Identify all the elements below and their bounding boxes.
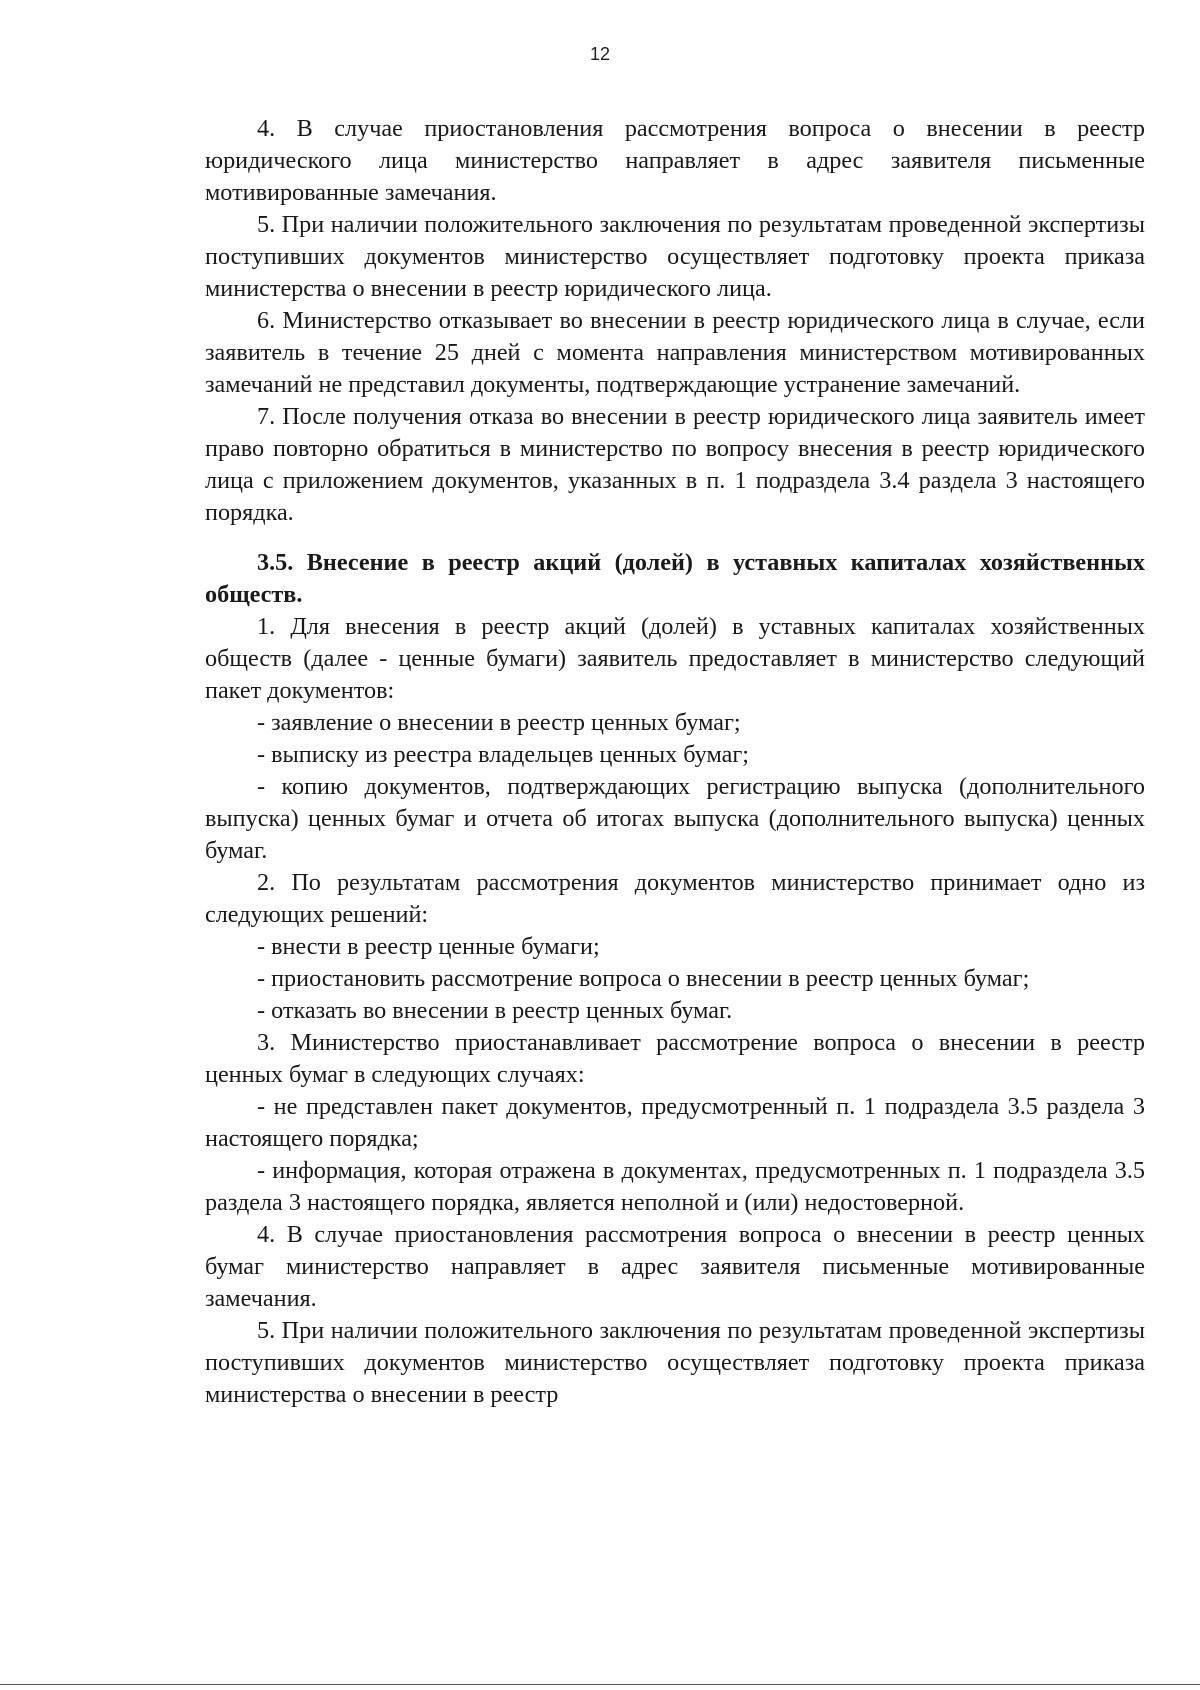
section-item-5: 5. При наличии положительного заключения по результатам проведенной экспертизы поступивших документов министерство осуществляет подготовку проекта приказа министерства о внесении в реестр [205, 1317, 1145, 1408]
paragraph-item-7: 7. После получения отказа во внесении в реестр юридического лица заявитель имеет право повторно обратиться в министерство по вопросу внесения в реестр юридического лица с приложением документов, указанных в п. 1 подраздела 3.4 раздела 3 настоящего порядка. [205, 403, 1145, 526]
list-item-missing-docs: - не представлен пакет документов, предусмотренный п. 1 подраздела 3.5 раздела 3 настоящего порядка; [205, 1093, 1145, 1152]
section-heading: 3.5. Внесение в реестр акций (долей) в уставных капиталах хозяйственных обществ. [205, 549, 1145, 608]
paragraph-item-5: 5. При наличии положительного заключения по результатам проведенной экспертизы поступивших документов министерство осуществляет подготовку проекта приказа министерства о внесении в реестр юридического лица. [205, 211, 1145, 302]
section-item-2: 2. По результатам рассмотрения документов министерство принимает одно из следующих решений: [205, 869, 1145, 928]
paragraph-item-6: 6. Министерство отказывает во внесении в реестр юридического лица в случае, если заявитель в течение 25 дней с момента направления министерством мотивированных замечаний не представил документы, подтверждающие устранение замечаний. [205, 307, 1145, 398]
section-item-1: 1. Для внесения в реестр акций (долей) в уставных капиталах хозяйственных обществ (далее - ценные бумаги) заявитель предоставляет в министерство следующий пакет документов: [205, 613, 1145, 704]
section-item-4: 4. В случае приостановления рассмотрения вопроса о внесении в реестр ценных бумаг министерство направляет в адрес заявителя письменные мотивированные замечания. [205, 1221, 1145, 1312]
list-item-decision-suspend: - приостановить рассмотрение вопроса о внесении в реестр ценных бумаг; [257, 965, 1030, 992]
list-item-application: - заявление о внесении в реестр ценных бумаг; [257, 709, 741, 736]
list-item-document-copies: - копию документов, подтверждающих регистрацию выпуска (дополнительного выпуска) ценных бумаг и отчета об итогах выпуска (дополнительного выпуска) ценных бумаг. [205, 773, 1145, 864]
list-item-decision-add: - внести в реестр ценные бумаги; [257, 933, 600, 960]
document-body [205, 113, 1145, 1411]
section-item-3: 3. Министерство приостанавливает рассмотрение вопроса о внесении в реестр ценных бумаг в следующих случаях: [205, 1029, 1145, 1088]
page-number: 12 [589, 44, 611, 64]
list-item-registry-extract: - выписку из реестра владельцев ценных бумаг; [257, 741, 749, 768]
list-item-decision-refuse: - отказать во внесении в реестр ценных бумаг. [257, 997, 733, 1024]
list-item-incomplete-info: - информация, которая отражена в документах, предусмотренных п. 1 подраздела 3.5 раздела 3 настоящего порядка, является неполной и (или) недостоверной. [205, 1157, 1145, 1216]
paragraph-item-4: 4. В случае приостановления рассмотрения вопроса о внесении в реестр юридического лица министерство направляет в адрес заявителя письменные мотивированные замечания. [205, 115, 1145, 206]
page-bottom-edge [0, 1684, 1200, 1685]
